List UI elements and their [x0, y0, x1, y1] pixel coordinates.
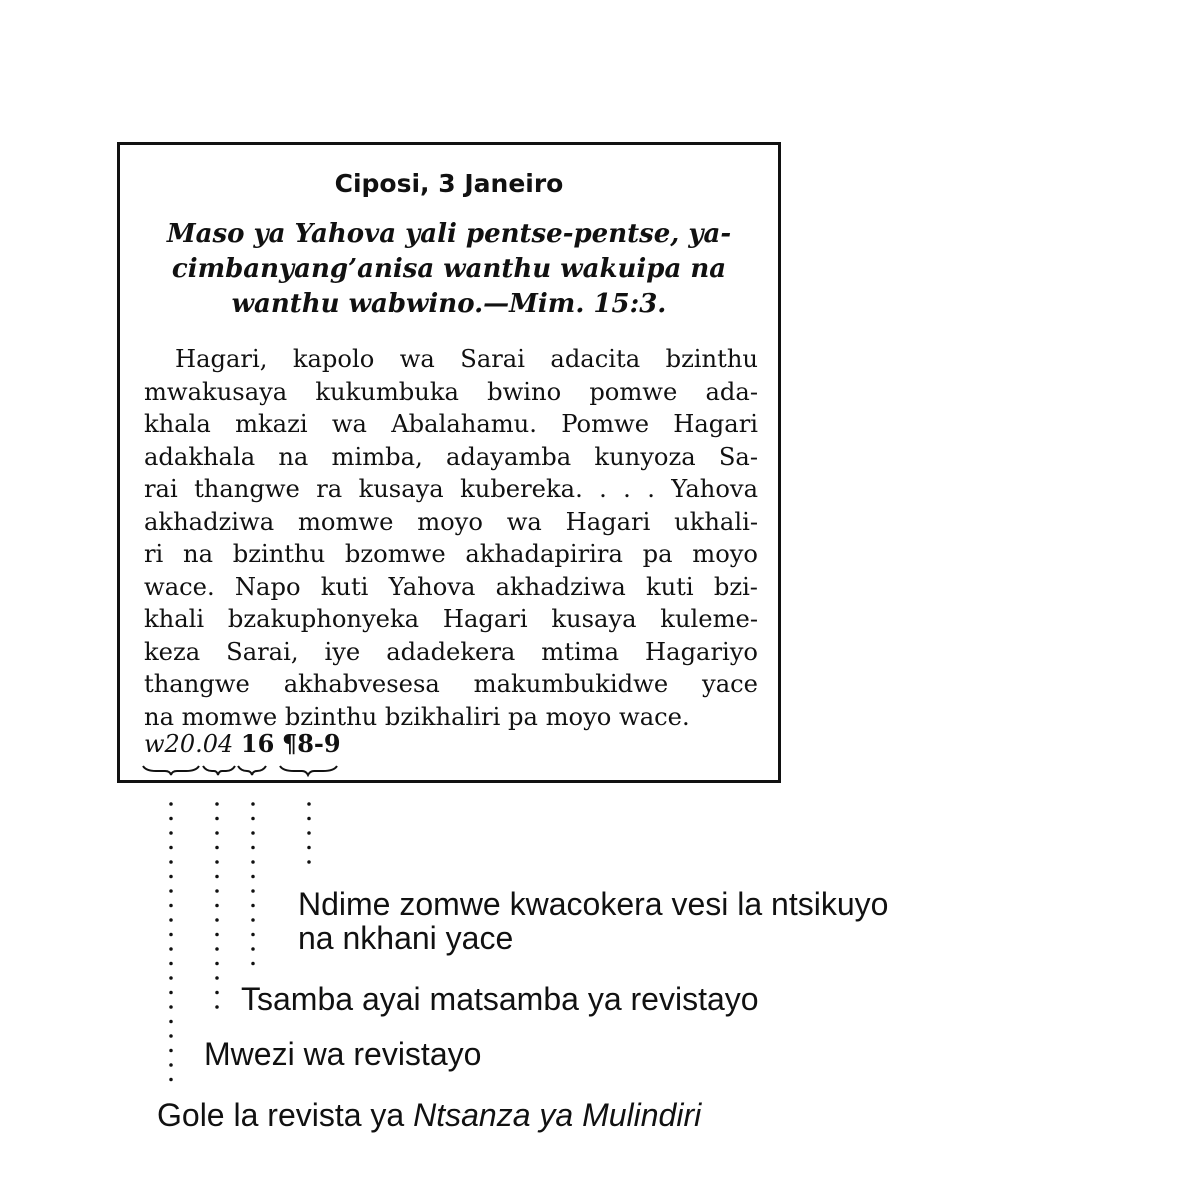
year-label-prefix: Gole la revista ya: [157, 1097, 414, 1133]
page-brace: [238, 766, 266, 775]
body-line: akhadziwa momwe moyo wa Hagari ukhali-: [144, 507, 758, 536]
body-line: adakhala na mimba, adayamba kunyoza Sa-: [144, 442, 758, 471]
body-line: khali bzakuphonyeka Hagari kusaya kuleme-: [144, 605, 758, 633]
reference-month: .04: [195, 730, 234, 758]
body-line: na momwe bzinthu bzikhaliri pa moyo wace.: [144, 702, 690, 731]
body-line: keza Sarai, iye adadekera mtima Hagariyo: [144, 637, 758, 666]
paragraphs-label-line: na nkhani yace: [298, 920, 514, 956]
verse-line: Maso ya Yahova yali pentse-pentse, ya-: [166, 219, 732, 249]
paragraphs-brace: [280, 766, 337, 775]
month-brace: [203, 766, 235, 775]
body-line: thangwe akhabvesesa makumbukidwe yace: [144, 670, 758, 698]
body-line: Hagari, kapolo wa Sarai adacita bzinthu: [175, 345, 758, 373]
verse-line: cimbanyang’anisa wanthu wakuipa na: [171, 254, 727, 284]
body-line: rai thangwe ra kusaya kubereka. . . . Yahova: [144, 475, 758, 503]
reference-page: 16: [240, 729, 275, 758]
verse-line: wanthu wabwino.—Mim. 15:3.: [231, 289, 667, 319]
year-label: [157, 1098, 701, 1132]
paragraphs-label-line: Ndime zomwe kwacokera vesi la ntsikuyo: [298, 886, 889, 922]
year-brace: [143, 766, 199, 775]
page-label: Tsamba ayai matsamba ya revistayo: [241, 981, 759, 1017]
body-line: mwakusaya kukumbuka bwino pomwe ada-: [144, 377, 758, 406]
paragraphs-label: [298, 887, 888, 955]
body-line: ri na bzinthu bzomwe akhadapirira pa moyo: [144, 540, 758, 568]
reference-paragraphs: ¶8-9: [281, 729, 341, 758]
body-line: khala mkazi wa Abalahamu. Pomwe Hagari: [144, 410, 758, 438]
reference-year: w20: [144, 730, 196, 758]
body-line: wace. Napo kuti Yahova akhadziwa kuti bzi-: [144, 572, 758, 601]
date-heading: Ciposi, 3 Janeiro: [334, 169, 564, 198]
magazine-title: Ntsanza ya Mulindiri: [413, 1097, 702, 1133]
month-label: Mwezi wa revistayo: [204, 1036, 482, 1072]
